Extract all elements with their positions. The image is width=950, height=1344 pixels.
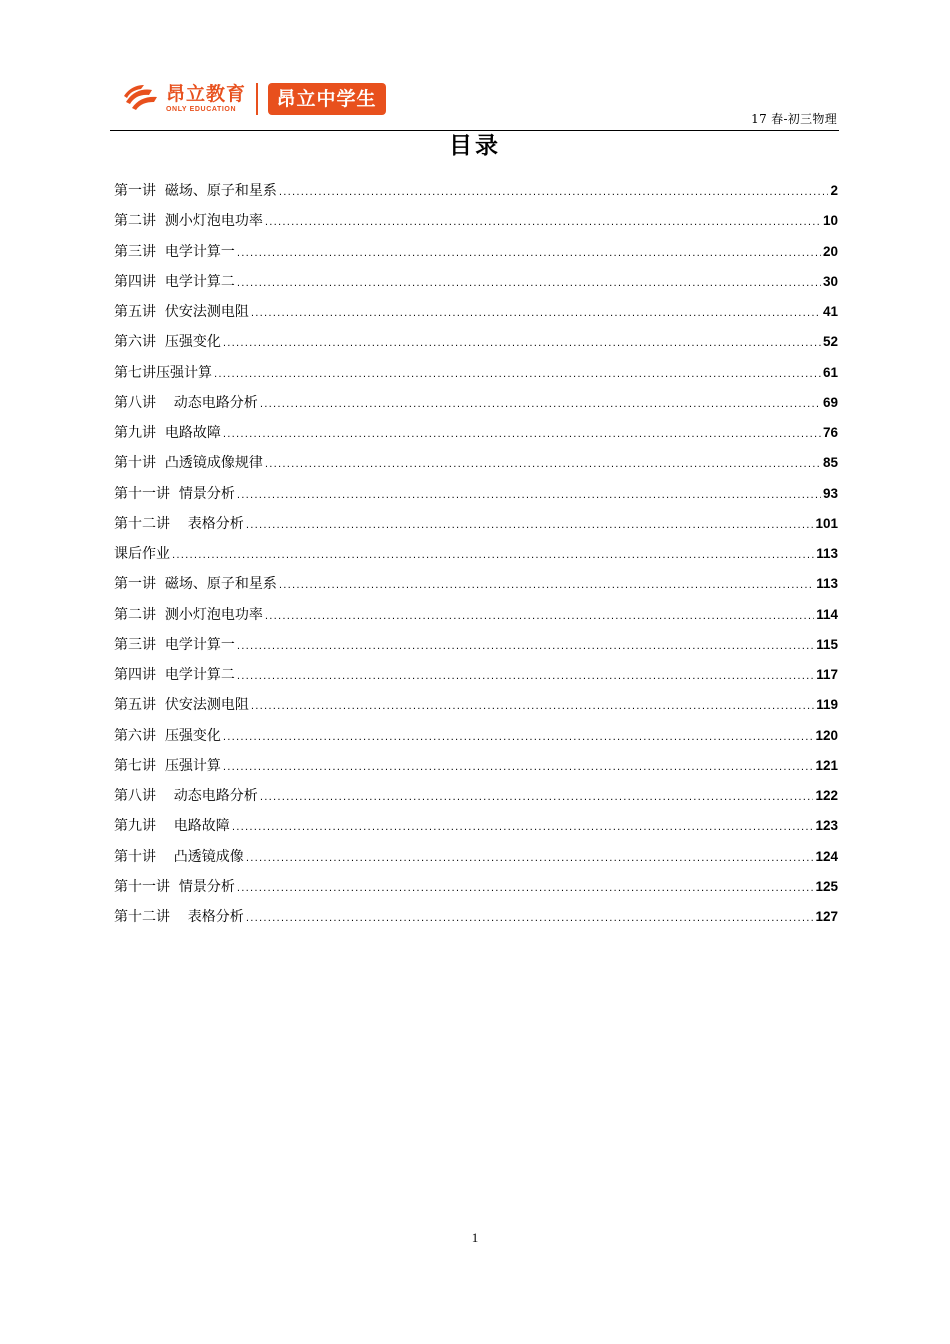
toc-dot-leader [260, 392, 821, 418]
toc-dot-leader [237, 664, 814, 690]
toc-entry-page: 117 [816, 667, 838, 682]
page-header [110, 74, 839, 131]
toc-entry-title: 第九讲 电路故障 [114, 818, 230, 835]
toc-dot-leader [223, 755, 814, 781]
toc-entry[interactable] [114, 329, 838, 359]
course-label: 17 春-初三物理 [751, 112, 837, 126]
toc-entry-title: 第六讲 压强变化 [114, 727, 221, 744]
toc-entry[interactable] [114, 844, 838, 874]
toc-entry[interactable] [114, 753, 838, 783]
toc-dot-leader [232, 815, 814, 841]
toc-entry-page: 120 [815, 727, 838, 743]
toc-dot-leader [223, 331, 821, 357]
toc-entry-title: 第十一讲 情景分析 [114, 878, 235, 895]
toc-entry[interactable] [114, 481, 838, 511]
toc-entry-page: 93 [822, 485, 838, 501]
toc-dot-leader [223, 725, 814, 751]
toc-dot-leader [237, 241, 821, 267]
toc-entry-title: 第三讲 电学计算一 [114, 636, 235, 653]
toc-entry-page: 121 [815, 757, 838, 773]
toc-entry[interactable] [114, 632, 838, 662]
toc-dot-leader [246, 906, 814, 932]
toc-entry-page: 61 [822, 364, 838, 380]
toc-entry-page: 41 [822, 304, 838, 319]
toc-dot-leader [172, 543, 814, 569]
toc-entry-title: 第八讲 动态电路分析 [114, 394, 258, 411]
brand-subtitle: ONLY EDUCATION [166, 106, 237, 113]
toc-dot-leader [223, 422, 821, 448]
toc-entry-title: 第七讲 压强计算 [114, 757, 221, 774]
toc-entry[interactable] [114, 208, 838, 238]
toc-entry-page: 69 [822, 394, 838, 410]
toc-entry-page: 124 [815, 848, 838, 864]
toc-entry-title: 第十二讲 表格分析 [114, 909, 244, 925]
brand-badge: 昂立中学生 [268, 83, 386, 115]
toc-entry-page: 10 [822, 213, 838, 229]
toc-entry-page: 123 [815, 818, 838, 834]
toc-entry[interactable] [114, 299, 838, 329]
toc-entry-title: 第十讲 凸透镜成像 [114, 848, 244, 865]
toc-entry[interactable] [114, 541, 838, 571]
brand-logo [122, 78, 386, 120]
toc-dot-leader [246, 846, 814, 872]
toc-entry-title: 第五讲 伏安法测电阻 [114, 304, 249, 320]
toc-entry-page: 113 [816, 546, 838, 561]
toc-entry[interactable] [114, 783, 838, 813]
toc-entry-title: 第一讲 磁场、原子和星系 [114, 576, 277, 593]
toc-entry[interactable] [114, 511, 838, 541]
toc-entry-page: 20 [822, 243, 838, 259]
toc-entry-title: 课后作业 [114, 546, 170, 562]
toc-entry[interactable] [114, 723, 838, 753]
toc-entry-title: 第一讲 磁场、原子和星系 [114, 183, 277, 199]
toc-dot-leader [265, 604, 814, 630]
toc-entry-title: 第八讲 动态电路分析 [114, 788, 258, 804]
toc-entry-page: 52 [822, 334, 838, 350]
toc-dot-leader [237, 634, 814, 660]
toc-entry-page: 113 [816, 576, 838, 592]
toc-entry-title: 第二讲 测小灯泡电功率 [114, 213, 263, 230]
toc-entry-title: 第四讲 电学计算二 [114, 273, 235, 290]
toc-title: 目录 [449, 133, 501, 159]
toc-dot-leader [237, 876, 814, 902]
toc-entry-page: 30 [822, 273, 838, 289]
only-education-logo-icon [122, 82, 162, 116]
toc-entry[interactable] [114, 450, 838, 480]
toc-dot-leader [279, 180, 829, 206]
toc-entry[interactable] [114, 420, 838, 450]
toc-dot-leader [260, 785, 814, 811]
toc-entry-page: 114 [816, 606, 838, 622]
toc-entry-title: 第十一讲 情景分析 [114, 485, 235, 502]
toc-entry-page: 76 [822, 425, 838, 440]
toc-entry-page: 115 [816, 636, 838, 652]
toc-entry-page: 119 [816, 697, 838, 713]
toc-dot-leader [237, 271, 821, 297]
toc-dot-leader [251, 301, 821, 327]
brand-name: 昂立教育 [166, 83, 247, 105]
toc-entry-title: 第二讲 测小灯泡电功率 [114, 606, 263, 623]
toc-entry[interactable] [114, 239, 838, 269]
toc-entry[interactable] [114, 390, 838, 420]
toc-entry-title: 第十二讲 表格分析 [114, 515, 244, 532]
toc-dot-leader [265, 210, 821, 236]
toc-dot-leader [246, 513, 814, 539]
toc-entry-title: 第三讲 电学计算一 [114, 243, 235, 260]
brand-text [166, 84, 246, 114]
toc-dot-leader [265, 452, 821, 478]
toc-dot-leader [251, 694, 814, 720]
page-number: 1 [471, 1230, 479, 1245]
toc-entry[interactable] [114, 692, 838, 722]
toc-entry[interactable] [114, 904, 838, 934]
toc-entry-page: 2 [830, 183, 838, 198]
toc-entry-page: 125 [815, 878, 838, 894]
toc-entry-page: 85 [822, 455, 838, 471]
toc-entry[interactable] [114, 602, 838, 632]
toc-entry-page: 122 [815, 788, 838, 803]
logo-divider [256, 83, 258, 115]
toc-entry-title: 第五讲 伏安法测电阻 [114, 697, 249, 714]
toc-entry-title: 第九讲 电路故障 [114, 425, 221, 441]
toc-entry-title: 第六讲 压强变化 [114, 334, 221, 351]
toc-entry[interactable] [114, 662, 838, 692]
toc-dot-leader [237, 483, 821, 509]
toc-entry[interactable] [114, 571, 838, 601]
toc-entry-title: 第四讲 电学计算二 [114, 667, 235, 683]
toc-entry-title: 第七讲压强计算 [114, 364, 212, 381]
toc-entry[interactable] [114, 178, 838, 208]
table-of-contents [114, 178, 838, 934]
toc-entry[interactable] [114, 269, 838, 299]
toc-entry-page: 127 [815, 909, 838, 924]
toc-entry[interactable] [114, 874, 838, 904]
toc-dot-leader [279, 573, 814, 599]
toc-entry-page: 101 [815, 515, 838, 531]
toc-entry[interactable] [114, 360, 838, 390]
toc-dot-leader [214, 362, 821, 388]
toc-entry-title: 第十讲 凸透镜成像规律 [114, 455, 263, 472]
toc-entry[interactable] [114, 813, 838, 843]
